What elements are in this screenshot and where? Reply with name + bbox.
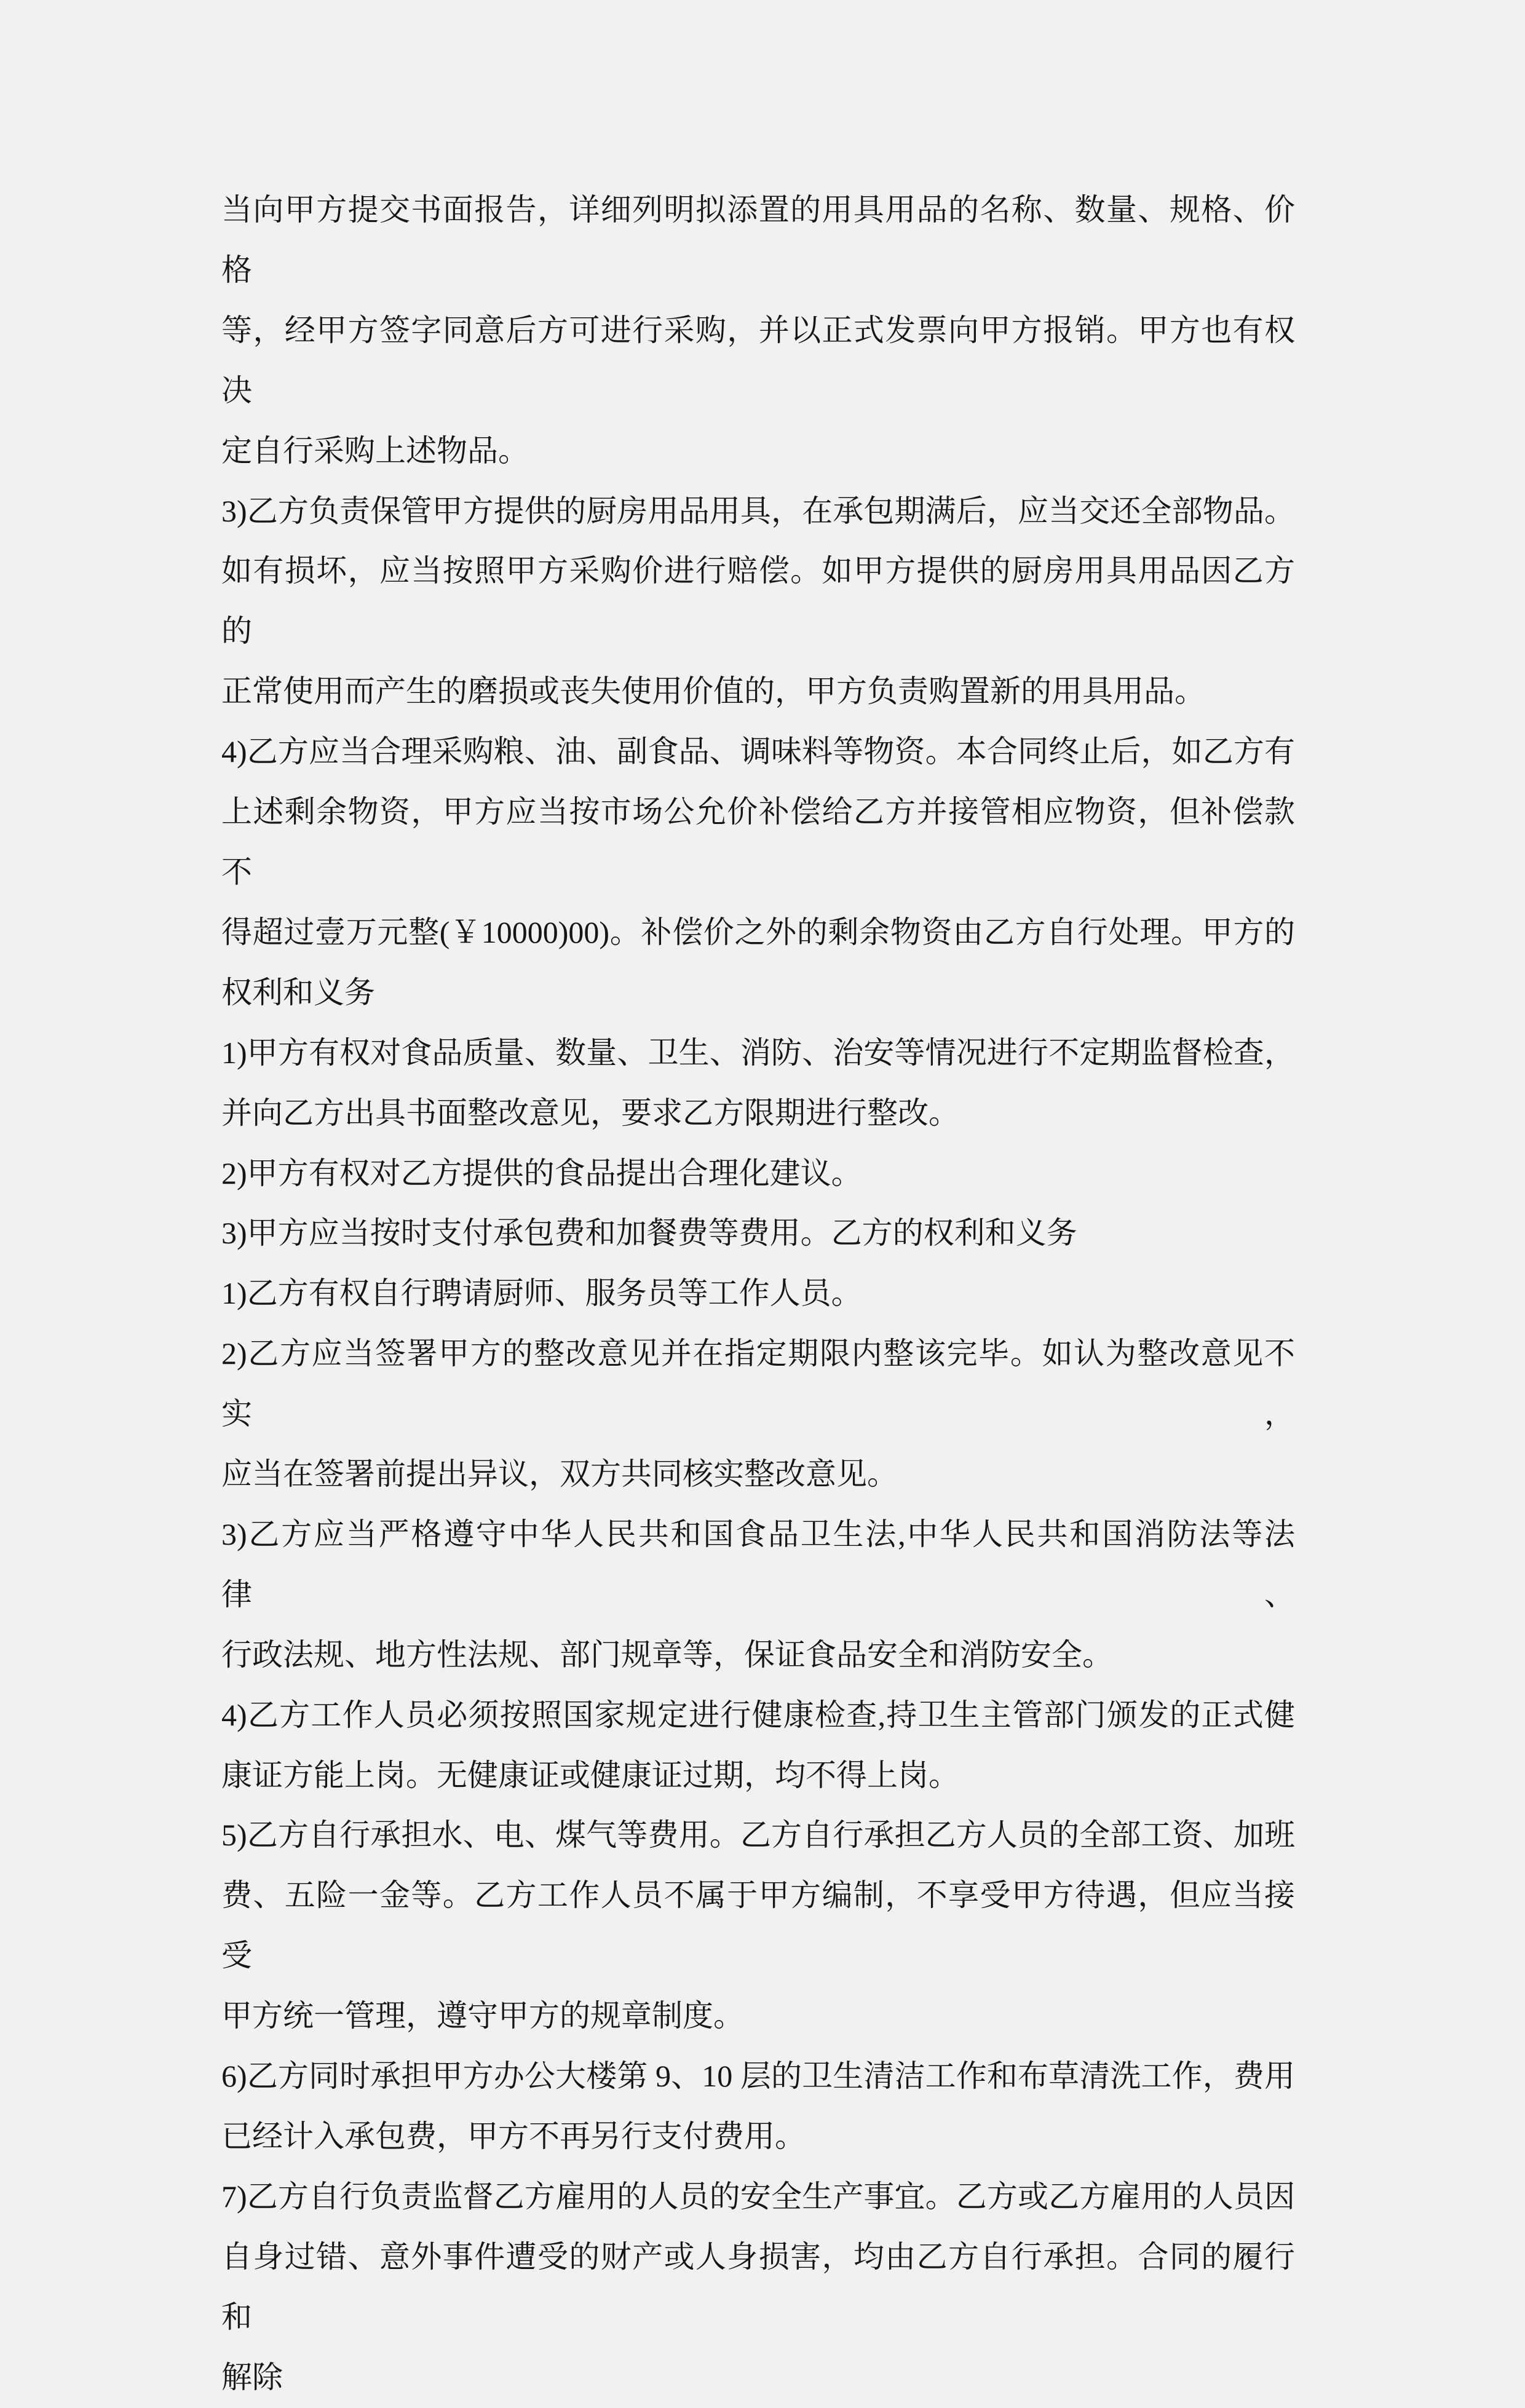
text-line: 4)乙方应当合理采购粮、油、副食品、调味料等物资。本合同终止后，如乙方有 bbox=[221, 734, 1295, 769]
text-line: 如有损坏，应当按照甲方采购价进行赔偿。如甲方提供的厨房用具用品因乙方的 bbox=[221, 553, 1295, 649]
text-line: 等，经甲方签字同意后方可进行采购，并以正式发票向甲方报销。甲方也有权决 bbox=[221, 312, 1295, 408]
text-line: 并向乙方出具书面整改意见，要求乙方限期进行整改。 bbox=[221, 1095, 959, 1130]
text-line: 2)乙方应当签署甲方的整改意见并在指定期限内整该完毕。如认为整改意见不实， bbox=[221, 1336, 1295, 1432]
text-line: 康证方能上岗。无健康证或健康证过期，均不得上岗。 bbox=[221, 1757, 959, 1792]
text-line: 甲方统一管理，遵守甲方的规章制度。 bbox=[221, 1998, 744, 2034]
text-line: 4)乙方工作人员必须按照国家规定进行健康检查,持卫生主管部门颁发的正式健 bbox=[221, 1697, 1295, 1732]
text-line: 定自行采购上述物品。 bbox=[221, 433, 529, 468]
text-line: 当向甲方提交书面报告，详细列明拟添置的用具用品的名称、数量、规格、价格 bbox=[221, 192, 1295, 287]
document-page bbox=[221, 180, 1295, 2408]
text-line: 自身过错、意外事件遭受的财产或人身损害，均由乙方自行承担。合同的履行和 bbox=[221, 2239, 1295, 2334]
text-line: 行政法规、地方性法规、部门规章等，保证食品安全和消防安全。 bbox=[221, 1637, 1113, 1672]
text-line: 正常使用而产生的磨损或丧失使用价值的，甲方负责购置新的用具用品。 bbox=[221, 674, 1205, 709]
text-line: 3)乙方负责保管甲方提供的厨房用品用具，在承包期满后，应当交还全部物品。 bbox=[221, 493, 1295, 528]
text-line: 权利和义务 bbox=[221, 975, 375, 1010]
text-line: 上述剩余物资，甲方应当按市场公允价补偿给乙方并接管相应物资，但补偿款不 bbox=[221, 794, 1295, 889]
text-line: 2)甲方有权对乙方提供的食品提出合理化建议。 bbox=[221, 1155, 862, 1190]
text-line: 已经计入承包费，甲方不再另行支付费用。 bbox=[221, 2119, 806, 2153]
text-line: 得超过壹万元整(￥10000)00)。补偿价之外的剩余物资由乙方自行处理。甲方的 bbox=[221, 914, 1295, 949]
text-line: 费、五险一金等。乙方工作人员不属于甲方编制，不享受甲方待遇，但应当接受 bbox=[221, 1878, 1295, 1973]
text-line: 7)乙方自行负责监督乙方雇用的人员的安全生产事宜。乙方或乙方雇用的人员因 bbox=[221, 2179, 1295, 2214]
text-line: 应当在签署前提出异议，双方共同核实整改意见。 bbox=[221, 1457, 898, 1492]
text-line: 6)乙方同时承担甲方办公大楼第 9、10 层的卫生清洁工作和布草清洗工作，费用 bbox=[221, 2059, 1295, 2094]
text-line: 3)甲方应当按时支付承包费和加餐费等费用。乙方的权利和义务 bbox=[221, 1216, 1077, 1251]
text-line: 解除 bbox=[221, 2359, 283, 2394]
text-line: 5)乙方自行承担水、电、煤气等费用。乙方自行承担乙方人员的全部工资、加班 bbox=[221, 1818, 1295, 1853]
text-line: 3)乙方应当严格遵守中华人民共和国食品卫生法,中华人民共和国消防法等法律、 bbox=[221, 1516, 1295, 1612]
text-line: 1)乙方有权自行聘请厨师、服务员等工作人员。 bbox=[221, 1276, 862, 1311]
text-line: 1)甲方有权对食品质量、数量、卫生、消防、治安等情况进行不定期监督检查， bbox=[221, 1035, 1295, 1070]
